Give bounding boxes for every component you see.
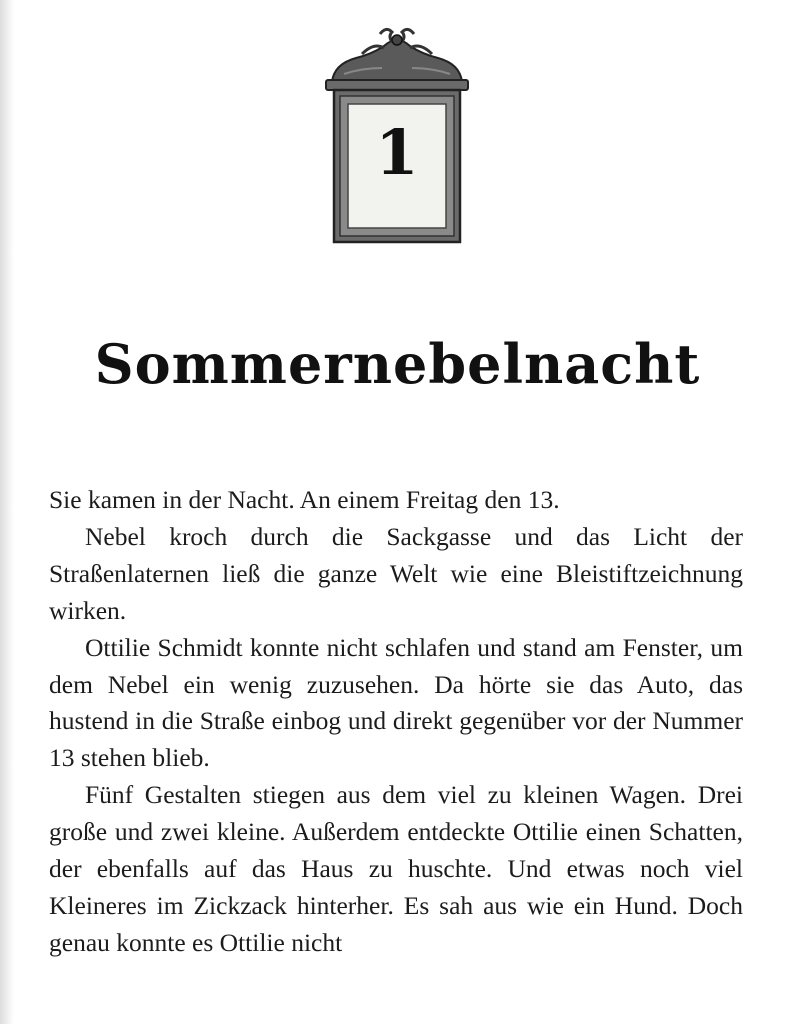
chapter-number-frame [322,24,472,246]
paragraph: Fünf Gestalten stiegen aus dem viel zu kleinen Wagen. Drei große und zwei kleine. Außerdem entdeckte Ottilie einen Schatten, der ebenfalls auf das Haus zu huschte. Und etwas noch viel Kleineres im Zickzack hinterher. Es sah aus wie ein Hund. Doch genau konnte es Ottilie nicht [49,780,743,957]
chapter-number: 1 [375,116,419,189]
paragraph: Sie kamen in der Nacht. An einem Freitag den 13. [49,485,560,514]
chapter-title: Sommernebelnacht [94,332,701,396]
body-text [49,482,743,962]
paragraph: Nebel kroch durch die Sackgasse und das Licht der Straßenlaternen ließ die ganze Welt wie eine Bleistiftzeichnung wirken. [49,521,743,625]
page-edge-shadow [0,0,14,1024]
paragraph: Ottilie Schmidt konnte nicht schlafen und stand am Fenster, um dem Nebel ein wenig zuzusehen. Da hörte sie das Auto, das hustend in die Straße einbog und direkt gegenüber vor der Nummer 13 stehen blieb. [49,632,743,773]
